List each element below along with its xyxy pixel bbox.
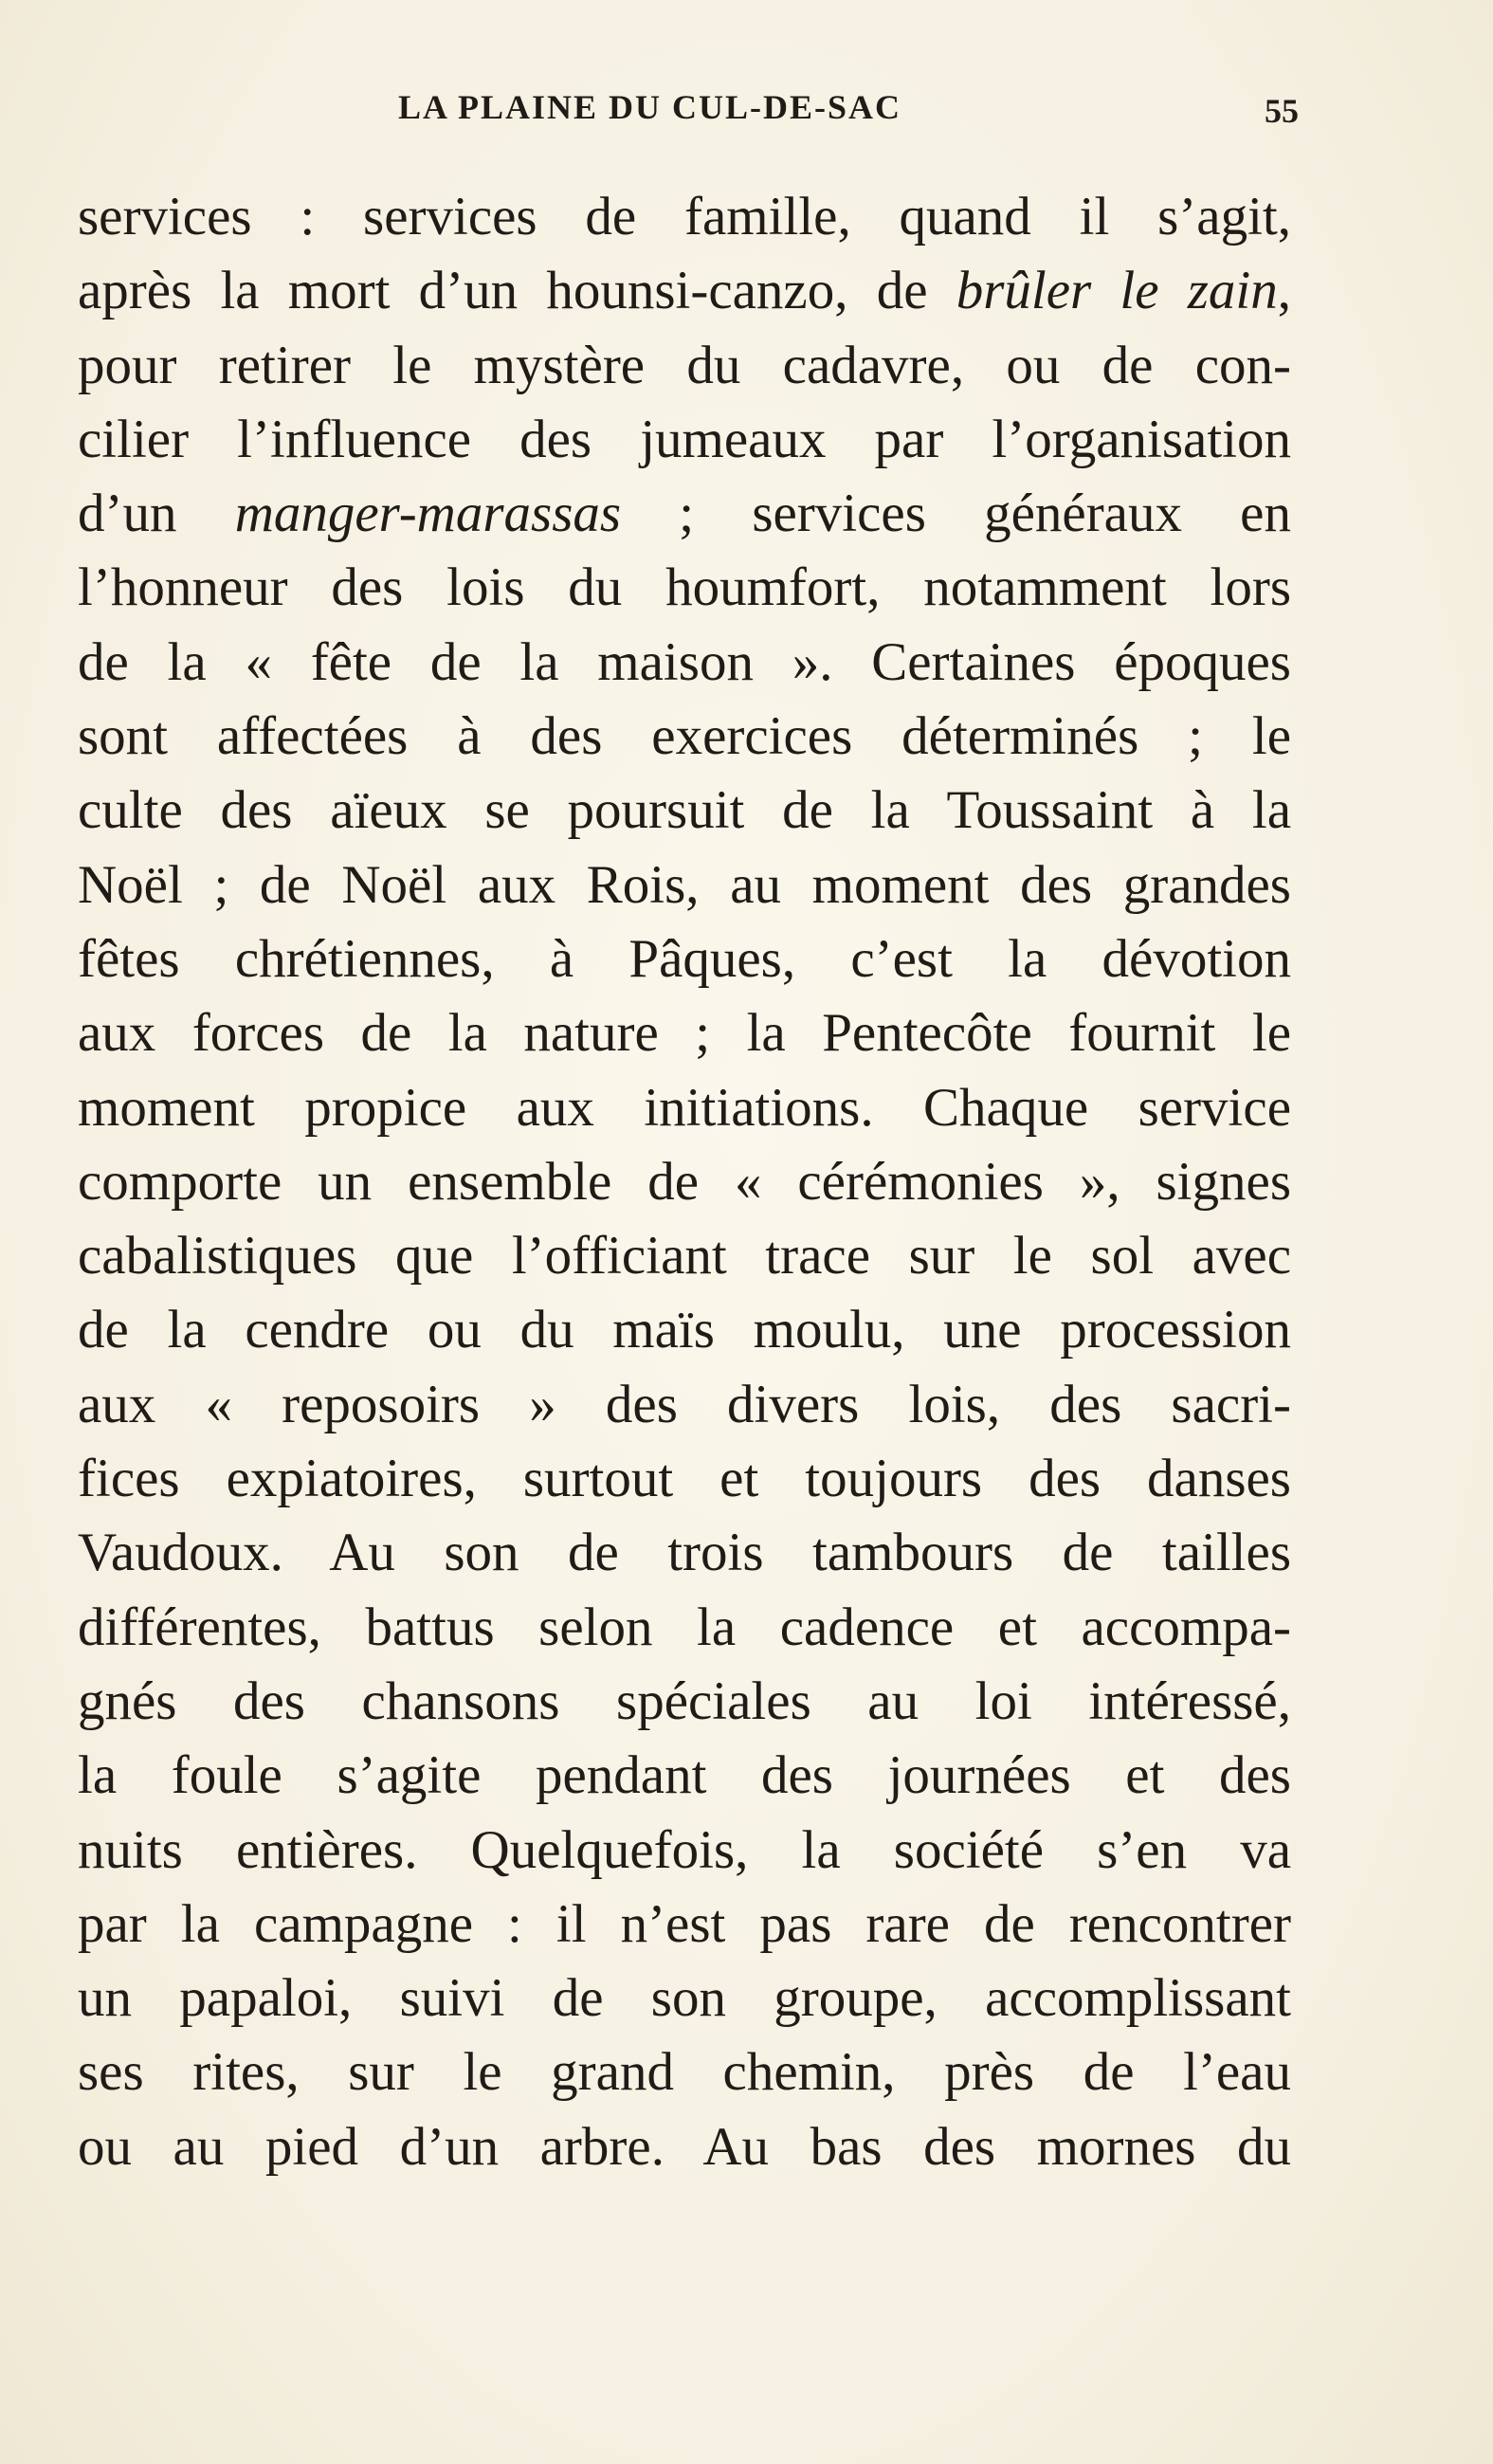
- running-title: LA PLAINE DU CUL-DE-SAC: [398, 88, 902, 126]
- text-line: Noël ; de Noël aux Rois, au moment des grandes: [78, 854, 1291, 915]
- text-line: nuits entières. Quelquefois, la société s’en va: [78, 1819, 1291, 1880]
- text-line: ou au pied d’un arbre. Au bas des mornes du: [78, 2116, 1291, 2177]
- text-line: pour retirer le mystère du cadavre, ou de con-: [78, 335, 1291, 395]
- text-line: gnés des chansons spéciales au loi intéressé,: [78, 1670, 1291, 1731]
- text-line: la foule s’agite pendant des journées et des: [78, 1745, 1291, 1806]
- text-segment: ,: [1277, 261, 1292, 321]
- text-segment: ; services généraux en: [621, 484, 1291, 544]
- text-line: fêtes chrétiennes, à Pâques, c’est la dévotion: [78, 928, 1291, 989]
- text-segment: après la mort d’un hounsi-canzo, de: [78, 261, 956, 321]
- text-line: sont affectées à des exercices déterminés ; le: [78, 706, 1291, 767]
- text-line: aux forces de la nature ; la Pentecôte fournit le: [78, 1003, 1291, 1064]
- text-line: par la campagne : il n’est pas rare de rencontrer: [78, 1893, 1291, 1954]
- text-line: comporte un ensemble de « cérémonies », signes: [78, 1151, 1291, 1212]
- page-number: 55: [1265, 92, 1299, 130]
- text-line: [78, 477, 1291, 551]
- text-segment: d’un: [78, 484, 235, 544]
- text-line: moment propice aux initiations. Chaque service: [78, 1077, 1291, 1138]
- text-line: culte des aïeux se poursuit de la Toussaint à la: [78, 780, 1291, 841]
- text-line: un papaloi, suivi de son groupe, accomplissant: [78, 1968, 1291, 2029]
- text-line: services : services de famille, quand il s’agit,: [78, 187, 1291, 246]
- text-line: différentes, battus selon la cadence et accompa-: [78, 1597, 1291, 1657]
- text-line: fices expiatoires, surtout et toujours des danses: [78, 1449, 1291, 1509]
- text-line: cabalistiques que l’officiant trace sur le sol avec: [78, 1226, 1291, 1287]
- italic-phrase: manger-marassas: [234, 484, 622, 544]
- text-line: Vaudoux. Au son de trois tambours de tailles: [78, 1523, 1291, 1583]
- body-text: [78, 180, 1291, 2184]
- text-line: aux « reposoirs » des divers lois, des sacri-: [78, 1374, 1291, 1434]
- running-header: [76, 87, 1299, 135]
- text-line: ses rites, sur le grand chemin, près de l’eau: [78, 2042, 1291, 2103]
- text-line: l’honneur des lois du houmfort, notamment lors: [78, 557, 1291, 618]
- italic-phrase: brûler le zain: [956, 261, 1278, 321]
- text-line: de la cendre ou du maïs moulu, une procession: [78, 1300, 1291, 1360]
- text-line: de la « fête de la maison ». Certaines époques: [78, 631, 1291, 692]
- text-line: [78, 254, 1291, 328]
- text-line: cilier l’influence des jumeaux par l’organisation: [78, 409, 1291, 469]
